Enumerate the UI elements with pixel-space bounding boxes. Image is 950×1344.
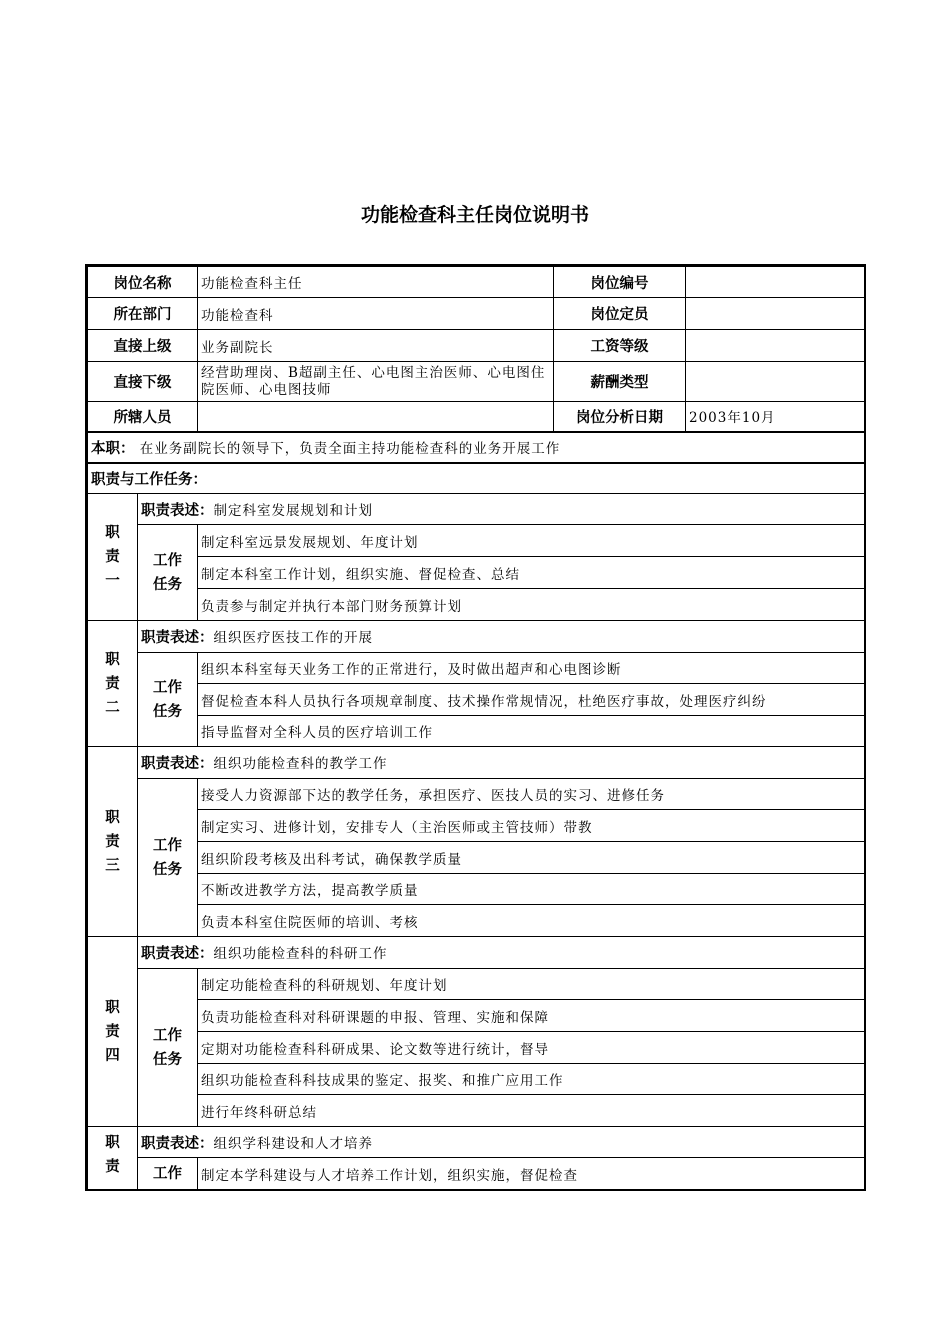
task-item: 制定功能检查科的科研规划、年度计划 xyxy=(198,969,865,1000)
task-row xyxy=(88,905,865,937)
duties-header: 职责与工作任务： xyxy=(88,463,865,494)
duty-desc-row xyxy=(88,494,865,525)
duty-label: 职责三 xyxy=(88,747,138,937)
role-text: 在业务副院长的领导下，负责全面主持功能检查科的业务开展工作 xyxy=(139,440,561,457)
duty-description-label: 职责表述： xyxy=(141,946,214,962)
duty-desc-row xyxy=(88,747,865,779)
task-item: 制定本科室工作计划，组织实施、督促检查、总结 xyxy=(198,557,865,589)
duty-description-text: 组织功能检查科的科研工作 xyxy=(213,946,388,962)
duty-description-text: 组织医疗医技工作的开展 xyxy=(213,630,373,646)
page-title: 功能检查科主任岗位说明书 xyxy=(360,204,589,226)
task-label: 工作任务 xyxy=(138,969,198,1127)
task-row xyxy=(88,525,865,557)
pay-type-value xyxy=(686,362,865,402)
duty-description-label: 职责表述： xyxy=(141,502,214,519)
task-item: 定期对功能检查科科研成果、论文数等进行统计，督导 xyxy=(198,1032,865,1064)
duty-description-text: 组织学科建设和人才培养 xyxy=(213,1135,373,1152)
post-name-value: 功能检查科主任 xyxy=(198,267,554,298)
task-item: 制定科室远景发展规划、年度计划 xyxy=(198,525,865,557)
pay-type-label: 薪酬类型 xyxy=(554,362,686,402)
info-row xyxy=(88,362,865,402)
salary-grade-value xyxy=(686,330,865,362)
task-label: 工作任务 xyxy=(138,525,198,621)
job-description-table xyxy=(85,264,866,1191)
duty-label: 职责四 xyxy=(88,937,138,1127)
task-item: 组织功能检查科科技成果的鉴定、报奖、和推广应用工作 xyxy=(198,1064,865,1095)
task-row xyxy=(88,716,865,747)
task-row xyxy=(88,1032,865,1064)
role-cell xyxy=(88,432,865,463)
staff-value xyxy=(198,402,554,432)
duty-desc-row xyxy=(88,621,865,653)
post-name-label: 岗位名称 xyxy=(88,267,198,298)
task-item: 负责本科室住院医师的培训、考核 xyxy=(198,905,865,937)
duty-description xyxy=(138,1127,865,1158)
duty-description-text: 组织功能检查科的教学工作 xyxy=(213,756,388,772)
duty-description-label: 职责表述： xyxy=(141,630,214,646)
task-row xyxy=(88,557,865,589)
duty-desc-row xyxy=(88,937,865,969)
task-row xyxy=(88,842,865,874)
task-row xyxy=(88,810,865,842)
superior-value: 业务副院长 xyxy=(198,330,554,362)
task-item: 组织本科室每天业务工作的正常进行，及时做出超声和心电图诊断 xyxy=(198,653,865,684)
duty-description xyxy=(138,747,865,779)
task-row xyxy=(88,653,865,684)
salary-grade-label: 工资等级 xyxy=(554,330,686,362)
task-item: 制定实习、进修计划，安排专人（主治医师或主管技师）带教 xyxy=(198,810,865,842)
duty-description xyxy=(138,621,865,653)
duty-description-label: 职责表述： xyxy=(141,1135,214,1152)
post-code-label: 岗位编号 xyxy=(554,267,686,298)
task-row xyxy=(88,1064,865,1095)
duty-label: 职责 xyxy=(88,1127,138,1190)
duty-description-text: 制定科室发展规划和计划 xyxy=(213,502,373,519)
analysis-date-label: 岗位分析日期 xyxy=(554,402,686,432)
task-item: 不断改进教学方法，提高教学质量 xyxy=(198,874,865,905)
subordinate-label: 直接下级 xyxy=(88,362,198,402)
quota-label: 岗位定员 xyxy=(554,298,686,330)
duty-label: 职责二 xyxy=(88,621,138,747)
post-code-value xyxy=(686,267,865,298)
task-item: 指导监督对全科人员的医疗培训工作 xyxy=(198,716,865,747)
quota-value xyxy=(686,298,865,330)
duty-description xyxy=(138,494,865,525)
task-item: 接受人力资源部下达的教学任务，承担医疗、医技人员的实习、进修任务 xyxy=(198,779,865,810)
superior-label: 直接上级 xyxy=(88,330,198,362)
duty-desc-row xyxy=(88,1127,865,1158)
info-row xyxy=(88,267,865,298)
department-label: 所在部门 xyxy=(88,298,198,330)
task-row xyxy=(88,684,865,716)
task-label: 工作任务 xyxy=(138,653,198,747)
duty-description-label: 职责表述： xyxy=(141,756,214,772)
task-row xyxy=(88,969,865,1000)
task-item: 制定本学科建设与人才培养工作计划，组织实施，督促检查 xyxy=(198,1158,865,1190)
task-row xyxy=(88,874,865,905)
task-item: 负责功能检查科对科研课题的申报、管理、实施和保障 xyxy=(198,1000,865,1032)
task-row xyxy=(88,589,865,621)
staff-label: 所辖人员 xyxy=(88,402,198,432)
duty-description xyxy=(138,937,865,969)
subordinate-value: 经营助理岗、B超副主任、心电图主治医师、心电图住院医师、心电图技师 xyxy=(198,362,554,402)
task-item: 组织阶段考核及出科考试，确保教学质量 xyxy=(198,842,865,874)
role-row xyxy=(88,432,865,463)
task-row xyxy=(88,1095,865,1127)
task-label: 工作任务 xyxy=(138,779,198,937)
task-item: 督促检查本科人员执行各项规章制度、技术操作常规情况，杜绝医疗事故，处理医疗纠纷 xyxy=(198,684,865,716)
task-item: 进行年终科研总结 xyxy=(198,1095,865,1127)
info-row xyxy=(88,402,865,432)
duty-label: 职责一 xyxy=(88,494,138,621)
department-value: 功能检查科 xyxy=(198,298,554,330)
task-row xyxy=(88,1000,865,1032)
task-label: 工作 xyxy=(138,1158,198,1190)
info-row xyxy=(88,330,865,362)
task-row xyxy=(88,1158,865,1190)
task-item: 负责参与制定并执行本部门财务预算计划 xyxy=(198,589,865,621)
info-row xyxy=(88,298,865,330)
duties-header-row xyxy=(88,463,865,494)
role-label: 本职： xyxy=(91,440,135,457)
analysis-date-value: 2003年10月 xyxy=(686,402,865,432)
task-row xyxy=(88,779,865,810)
